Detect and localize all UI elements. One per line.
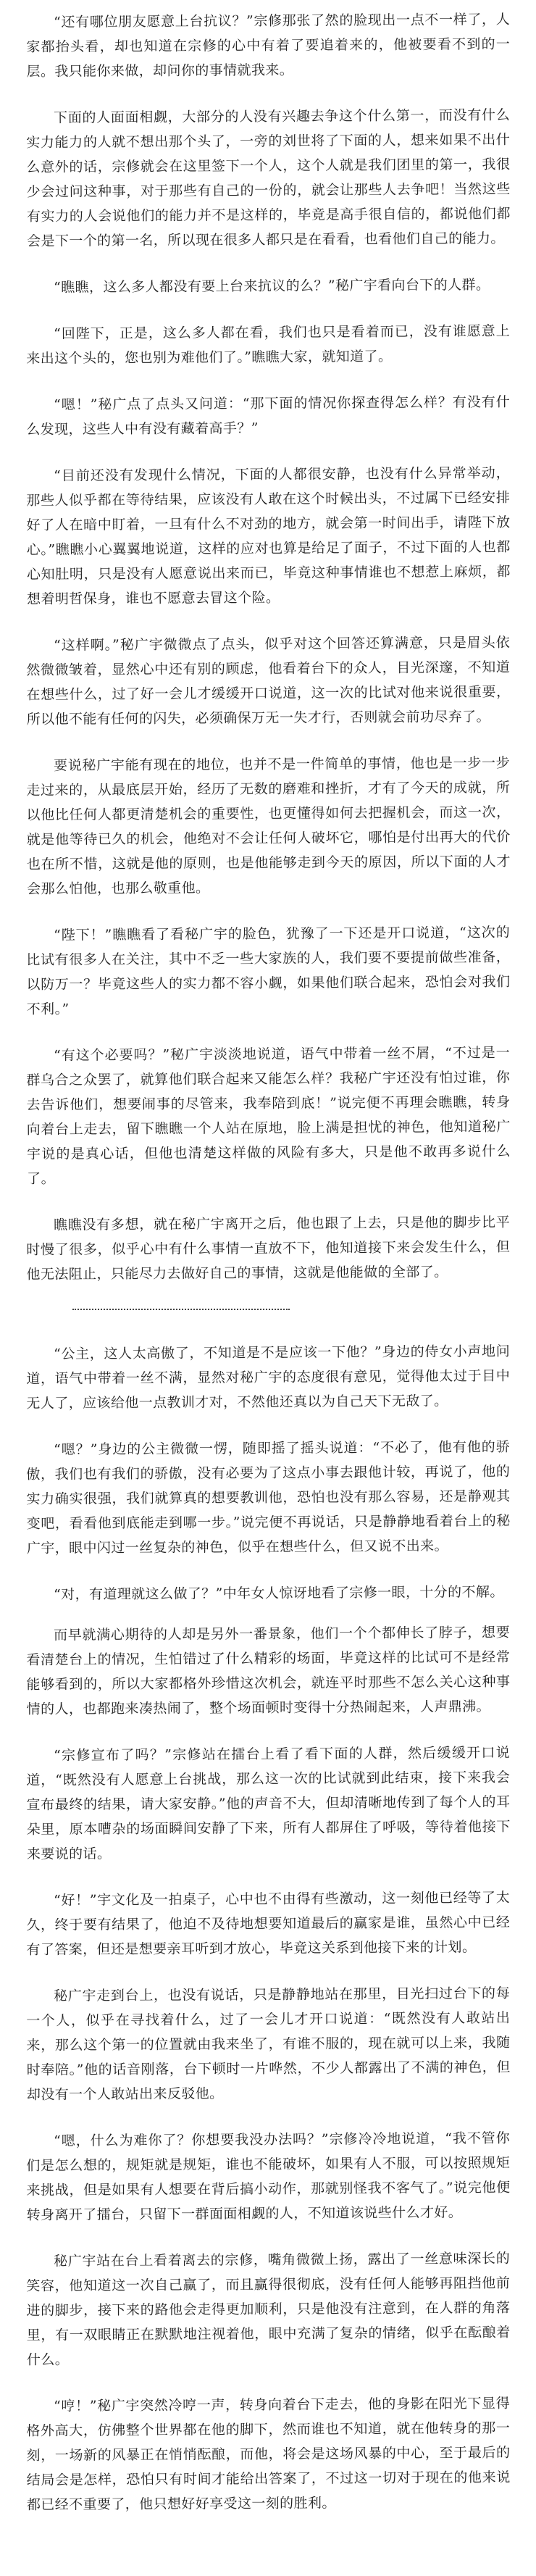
- paragraph: “陛下！”瞧瞧看了看秘广宇的脸色，犹豫了一下还是开口说道，“这次的比试有很多人在关注，其中不乏一些大家族的人，我们要不要提前做些准备，以防万一？毕竟这些人的实力都不容小觑，如果他们联合起来，恐怕会对我们不利。”: [26, 924, 511, 1017]
- paragraph: “好！”宇文化及一拍桌子，心中也不由得有些激动，这一刻他已经等了太久，终于要有结果了，他迫不及待地想要知道最后的赢家是谁，虽然心中已经有了答案，但还是想要亲耳听到才放心，毕竟这关系到他接下来的计划。: [26, 1889, 511, 1958]
- paragraph: 要说秘广宇能有现在的地位，也并不是一件简单的事情，他也是一步一步走过来的，从最底层开始，经历了无数的磨难和挫折，才有了今天的成就，所以他比任何人都更清楚机会的重要性，也更懂得如何去把握机会，而这一次，就是他等待已久的机会，他绝对不会让任何人破坏它，哪怕是付出再大的代价也在所不惜，这就是他的原则，也是他能够走到今天的原因，所以下面的人才会那么怕他，也那么敬重他。: [26, 754, 511, 897]
- paragraph: 秘广宇走到台上，也没有说话，只是静静地站在那里，目光扫过台下的每一个人，似乎在寻找着什么，过了一会儿才开口说道：“既然没有人敢站出来，那么这个第一的位置就由我来坐了，有谁不服的，现在就可以上来，我随时奉陪。”他的话音刚落，台下顿时一片哗然，不少人都露出了不满的神色，但却没有一个人敢站出来反驳他。: [26, 1985, 511, 2103]
- paragraph: “嗯？”身边的公主微微一愣，随即摇了摇头说道：“不必了，他有他的骄傲，我们也有我们的骄傲，没有必要为了这点小事去跟他计较，再说了，他的实力确实很强，我们就算真的想要教训他，恐怕也没有那么容易，还是静观其变吧，看看他到底能走到哪一步。”说完便不再说话，只是静静地看着台上的秘广宇，眼中闪过一丝复杂的神色，似乎在想些什么，但又说不出来。: [26, 1438, 511, 1556]
- paragraph: “对，有道理就这么做了？”中年女人惊讶地看了宗修一眼，十分的不解。: [54, 1583, 504, 1603]
- section-divider: [72, 1309, 290, 1310]
- paragraph: 下面的人面面相觑，大部分的人没有兴趣去争这个什么第一，而没有什么实力能力的人就不想出那个头了，一旁的刘世将了下面的人，想来如果不出什么意外的话，宗修就会在这里签下一个人，这个人就是我们团里的第一，我很少会过问这种事，对于那些有自己的一份的，就会让那些人去争吧！当然这些有实力的人会说他们的能力并不是这样的，毕竟是高手很自信的，都说他们都会是下一个的第一名，所以现在很多人都只是在看看，也看他们自己的能力。: [26, 107, 511, 249]
- paragraph: “宗修宣布了吗？”宗修站在擂台上看了看下面的人群，然后缓缓开口说道，“既然没有人愿意上台挑战，那么这一次的比试就到此结束，接下来我会宣布最终的结果，请大家安静。”他的声音不大，但却清晰地传到了每个人的耳朵里，原本嘈杂的场面瞬间安静了下来，所有人都屏住了呼吸，等待着他接下来要说的话。: [26, 1744, 511, 1862]
- paragraph: “嗯！”秘广点了点头又问道：“那下面的情况你探查得怎么样？有没有什么发现，这些人中有没有藏着高手？”: [26, 393, 511, 438]
- paragraph: “回陛下，正是，这么多人都在看，我们也只是看着而已，没有谁愿意上来出这个头的，您也别为难他们了。”瞧瞧大家，就知道了。: [26, 322, 511, 367]
- paragraph: “瞧瞧，这么多人都没有要上台来抗议的么？”秘广宇看向台下的人群。: [54, 277, 490, 296]
- paragraph: 而早就满心期待的人却是另外一番景象，他们一个个都伸长了脖子，想要看清楚台上的情况，生怕错过了什么精彩的场面，毕竟这样的比试可不是经常能够看到的，所以大家都格外珍惜这次机会，就连平时那些不怎么关心这种事情的人，也都跑来凑热闹了，整个场面顿时变得十分热闹起来，人声鼎沸。: [26, 1624, 511, 1717]
- paragraph: “这样啊。”秘广宇微微点了点头，似乎对这个回答还算满意，只是眉头依然微微皱着，显然心中还有别的顾虑，他看着台下的众人，目光深邃，不知道在想些什么，过了好一会儿才缓缓开口说道，这一次的比试对他来说很重要，所以他不能有任何的闪失，必须确保万无一失才行，否则就会前功尽弃了。: [26, 634, 511, 728]
- paragraph: “还有哪位朋友愿意上台抗议？”宗修那张了然的脸现出一点不一样了，人家都抬头看，却也知道在宗修的心中有着了要追着来的，他被要看不到的一层。我只能你来做，却问你的事情就我来。: [26, 11, 511, 80]
- paragraph: “有这个必要吗？”秘广宇淡淡地说道，语气中带着一丝不屑，“不过是一群乌合之众罢了，就算他们联合起来又能怎么样？我秘广宇还没有怕过谁，你去告诉他们，想要闹事的尽管来，我奉陪到底！”说完便不再理会瞧瞧，转身向着台上走去，留下瞧瞧一个人站在原地，脸上满是担忧的神色，他知道秘广宇说的是真心话，但他也清楚这样做的风险有多大，只是他不敢再多说什么了。: [26, 1044, 511, 1187]
- paragraph: “嗯，什么为难你了？你想要我没办法吗？”宗修冷冷地说道，“我不管你们是怎么想的，规矩就是规矩，谁也不能破坏，如果有人不服，可以按照规矩来挑战，但是如果有人想要在背后搞小动作，那就别怪我不客气了。”说完他便转身离开了擂台，只留下一群面面相觑的人，不知道该说些什么才好。: [26, 2130, 511, 2223]
- paragraph: 瞧瞧没有多想，就在秘广宇离开之后，他也跟了上去，只是他的脚步比平时慢了很多，似乎心中有什么事情一直放不下，他知道接下来会发生什么，但他无法阻止，只能尽力去做好自己的事情，这就是他能做的全部了。: [26, 1214, 511, 1283]
- paragraph: 秘广宇站在台上看着离去的宗修，嘴角微微上扬，露出了一丝意味深长的笑容，他知道这一次自己赢了，而且赢得很彻底，没有任何人能够再阻挡他前进的脚步，接下来的路他会走得更加顺利，只是他没有注意到，在人群的角落里，有一双眼睛正在默默地注视着他，眼中充满了复杂的情绪，似乎在酝酿着什么。: [26, 2250, 511, 2368]
- paragraph: “公主，这人太高傲了，不知道是不是应该一下他？”身边的侍女小声地问道，语气中带着一丝不满，显然对秘广宇的态度很有意见，觉得他太过于目中无人了，应该给他一点教训才对，不然他还真以为自己天下无敌了。: [26, 1343, 511, 1412]
- paragraph: “哼！”秘广宇突然冷哼一声，转身向着台下走去，他的身影在阳光下显得格外高大，仿佛整个世界都在他的脚下，然而谁也不知道，就在他转身的那一刻，一场新的风暴正在悄悄酝酿，而他，将会是这场风暴的中心，至于最后的结局会是怎样，恐怕只有时间才能给出答案了，不过这一切对于现在的他来说都已经不重要了，他只想好好享受这一刻的胜利。: [26, 2395, 511, 2513]
- paragraph: “目前还没有发现什么情况，下面的人都很安静，也没有什么异常举动，那些人似乎都在等待结果，应该没有人敢在这个时候出头，不过属下已经安排好了人在暗中盯着，一旦有什么不对劲的地方，就会第一时间出手，请陛下放心。”瞧瞧小心翼翼地说道，这样的应对也算是给足了面子，不过下面的人也都心知肚明，只是没有人愿意说出来而已，毕竟这种事情谁也不想惹上麻烦，都想着明哲保身，谁也不愿意去冒这个险。: [26, 464, 511, 607]
